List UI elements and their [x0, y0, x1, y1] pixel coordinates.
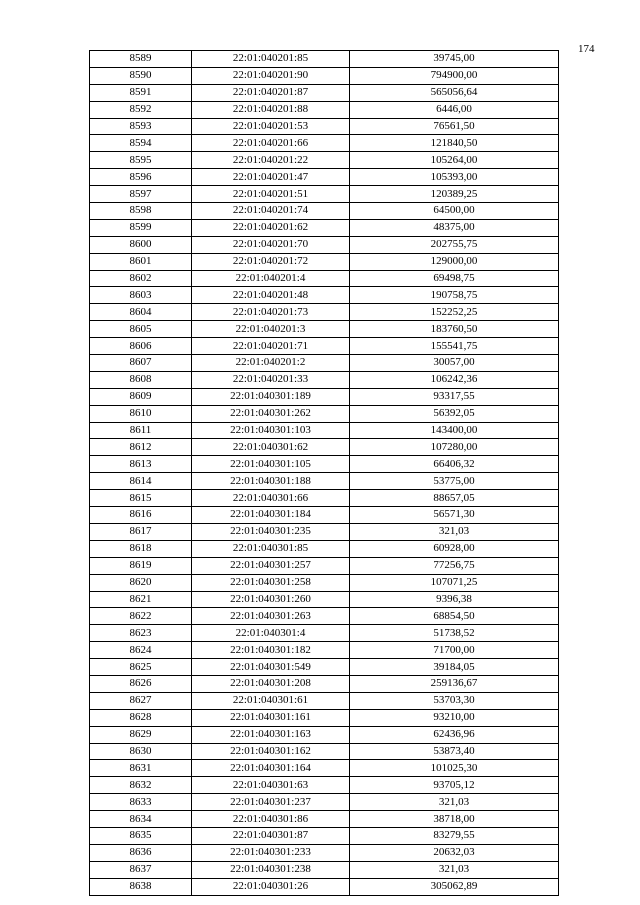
cadastral-number-cell: 22:01:040201:71 — [192, 338, 350, 355]
table-row — [90, 405, 559, 422]
table-row — [90, 101, 559, 118]
row-number-cell: 8634 — [90, 811, 192, 828]
row-number-cell: 8595 — [90, 152, 192, 169]
cadastral-number-cell: 22:01:040201:48 — [192, 287, 350, 304]
row-number-cell: 8596 — [90, 169, 192, 186]
cadastral-number-cell: 22:01:040201:2 — [192, 355, 350, 372]
value-cell: 56392,05 — [350, 405, 559, 422]
table-row — [90, 338, 559, 355]
table-row — [90, 135, 559, 152]
table-row — [90, 692, 559, 709]
cadastral-number-cell: 22:01:040201:87 — [192, 84, 350, 101]
cadastral-number-cell: 22:01:040301:86 — [192, 811, 350, 828]
cadastral-number-cell: 22:01:040301:87 — [192, 827, 350, 844]
row-number-cell: 8597 — [90, 186, 192, 203]
row-number-cell: 8605 — [90, 321, 192, 338]
cadastral-number-cell: 22:01:040301:263 — [192, 608, 350, 625]
row-number-cell: 8626 — [90, 675, 192, 692]
value-cell: 76561,50 — [350, 118, 559, 135]
row-number-cell: 8622 — [90, 608, 192, 625]
value-cell: 143400,00 — [350, 422, 559, 439]
table-row — [90, 253, 559, 270]
value-cell: 68854,50 — [350, 608, 559, 625]
value-cell: 39184,05 — [350, 659, 559, 676]
table-row — [90, 777, 559, 794]
cadastral-number-cell: 22:01:040301:233 — [192, 844, 350, 861]
table-row — [90, 203, 559, 220]
table-row — [90, 523, 559, 540]
cadastral-number-cell: 22:01:040201:70 — [192, 236, 350, 253]
row-number-cell: 8610 — [90, 405, 192, 422]
cadastral-number-cell: 22:01:040301:182 — [192, 642, 350, 659]
row-number-cell: 8621 — [90, 591, 192, 608]
value-cell: 9396,38 — [350, 591, 559, 608]
row-number-cell: 8594 — [90, 135, 192, 152]
row-number-cell: 8618 — [90, 540, 192, 557]
table-row — [90, 591, 559, 608]
value-cell: 53775,00 — [350, 473, 559, 490]
row-number-cell: 8612 — [90, 439, 192, 456]
value-cell: 183760,50 — [350, 321, 559, 338]
value-cell: 64500,00 — [350, 203, 559, 220]
cadastral-number-cell: 22:01:040201:85 — [192, 51, 350, 68]
row-number-cell: 8638 — [90, 878, 192, 895]
row-number-cell: 8617 — [90, 523, 192, 540]
row-number-cell: 8629 — [90, 726, 192, 743]
value-cell: 38718,00 — [350, 811, 559, 828]
value-cell: 51738,52 — [350, 625, 559, 642]
row-number-cell: 8607 — [90, 355, 192, 372]
cadastral-number-cell: 22:01:040201:4 — [192, 270, 350, 287]
value-cell: 71700,00 — [350, 642, 559, 659]
value-cell: 56571,30 — [350, 507, 559, 524]
row-number-cell: 8611 — [90, 422, 192, 439]
value-cell: 6446,00 — [350, 101, 559, 118]
table-row — [90, 743, 559, 760]
value-cell: 39745,00 — [350, 51, 559, 68]
value-cell: 155541,75 — [350, 338, 559, 355]
row-number-cell: 8614 — [90, 473, 192, 490]
value-cell: 202755,75 — [350, 236, 559, 253]
row-number-cell: 8637 — [90, 861, 192, 878]
cadastral-number-cell: 22:01:040301:85 — [192, 540, 350, 557]
table-row — [90, 371, 559, 388]
value-cell: 69498,75 — [350, 270, 559, 287]
row-number-cell: 8591 — [90, 84, 192, 101]
row-number-cell: 8613 — [90, 456, 192, 473]
table-row — [90, 659, 559, 676]
row-number-cell: 8631 — [90, 760, 192, 777]
cadastral-number-cell: 22:01:040201:90 — [192, 67, 350, 84]
table-row — [90, 794, 559, 811]
table-row — [90, 709, 559, 726]
table-row — [90, 67, 559, 84]
value-cell: 93317,55 — [350, 388, 559, 405]
table-row — [90, 861, 559, 878]
row-number-cell: 8616 — [90, 507, 192, 524]
row-number-cell: 8601 — [90, 253, 192, 270]
table-row — [90, 270, 559, 287]
cadastral-number-cell: 22:01:040301:4 — [192, 625, 350, 642]
cadastral-number-cell: 22:01:040301:26 — [192, 878, 350, 895]
value-cell: 565056,64 — [350, 84, 559, 101]
row-number-cell: 8633 — [90, 794, 192, 811]
cadastral-number-cell: 22:01:040201:47 — [192, 169, 350, 186]
table-row — [90, 236, 559, 253]
table-row — [90, 321, 559, 338]
value-cell: 321,03 — [350, 523, 559, 540]
table-row — [90, 625, 559, 642]
row-number-cell: 8636 — [90, 844, 192, 861]
table-row — [90, 574, 559, 591]
cadastral-number-cell: 22:01:040201:62 — [192, 219, 350, 236]
registry-table — [89, 50, 559, 896]
value-cell: 101025,30 — [350, 760, 559, 777]
cadastral-number-cell: 22:01:040301:262 — [192, 405, 350, 422]
table-row — [90, 675, 559, 692]
table-row — [90, 422, 559, 439]
page-number: 174 — [578, 43, 595, 55]
cadastral-number-cell: 22:01:040301:184 — [192, 507, 350, 524]
row-number-cell: 8598 — [90, 203, 192, 220]
row-number-cell: 8609 — [90, 388, 192, 405]
cadastral-number-cell: 22:01:040301:235 — [192, 523, 350, 540]
value-cell: 105393,00 — [350, 169, 559, 186]
table-row — [90, 186, 559, 203]
cadastral-number-cell: 22:01:040301:162 — [192, 743, 350, 760]
cadastral-number-cell: 22:01:040201:74 — [192, 203, 350, 220]
table-row — [90, 355, 559, 372]
value-cell: 121840,50 — [350, 135, 559, 152]
table-row — [90, 726, 559, 743]
row-number-cell: 8589 — [90, 51, 192, 68]
table-row — [90, 388, 559, 405]
table-row — [90, 844, 559, 861]
cadastral-number-cell: 22:01:040201:72 — [192, 253, 350, 270]
value-cell: 152252,25 — [350, 304, 559, 321]
cadastral-number-cell: 22:01:040301:257 — [192, 557, 350, 574]
row-number-cell: 8606 — [90, 338, 192, 355]
cadastral-number-cell: 22:01:040301:208 — [192, 675, 350, 692]
table-row — [90, 84, 559, 101]
value-cell: 105264,00 — [350, 152, 559, 169]
value-cell: 321,03 — [350, 861, 559, 878]
value-cell: 60928,00 — [350, 540, 559, 557]
cadastral-number-cell: 22:01:040301:237 — [192, 794, 350, 811]
row-number-cell: 8625 — [90, 659, 192, 676]
cadastral-number-cell: 22:01:040301:189 — [192, 388, 350, 405]
row-number-cell: 8619 — [90, 557, 192, 574]
value-cell: 62436,96 — [350, 726, 559, 743]
row-number-cell: 8600 — [90, 236, 192, 253]
row-number-cell: 8623 — [90, 625, 192, 642]
cadastral-number-cell: 22:01:040201:88 — [192, 101, 350, 118]
cadastral-number-cell: 22:01:040301:161 — [192, 709, 350, 726]
table-row — [90, 152, 559, 169]
cadastral-number-cell: 22:01:040301:188 — [192, 473, 350, 490]
cadastral-number-cell: 22:01:040201:66 — [192, 135, 350, 152]
row-number-cell: 8630 — [90, 743, 192, 760]
cadastral-number-cell: 22:01:040301:105 — [192, 456, 350, 473]
table-row — [90, 811, 559, 828]
cadastral-number-cell: 22:01:040201:33 — [192, 371, 350, 388]
table-row — [90, 642, 559, 659]
value-cell: 107071,25 — [350, 574, 559, 591]
value-cell: 129000,00 — [350, 253, 559, 270]
row-number-cell: 8602 — [90, 270, 192, 287]
row-number-cell: 8590 — [90, 67, 192, 84]
table-row — [90, 827, 559, 844]
row-number-cell: 8592 — [90, 101, 192, 118]
value-cell: 53873,40 — [350, 743, 559, 760]
table-row — [90, 51, 559, 68]
value-cell: 66406,32 — [350, 456, 559, 473]
value-cell: 20632,03 — [350, 844, 559, 861]
table-row — [90, 439, 559, 456]
row-number-cell: 8615 — [90, 490, 192, 507]
table-row — [90, 473, 559, 490]
cadastral-number-cell: 22:01:040301:62 — [192, 439, 350, 456]
cadastral-number-cell: 22:01:040301:103 — [192, 422, 350, 439]
row-number-cell: 8604 — [90, 304, 192, 321]
cadastral-number-cell: 22:01:040301:63 — [192, 777, 350, 794]
value-cell: 305062,89 — [350, 878, 559, 895]
table-row — [90, 304, 559, 321]
value-cell: 120389,25 — [350, 186, 559, 203]
value-cell: 106242,36 — [350, 371, 559, 388]
table-row — [90, 760, 559, 777]
value-cell: 30057,00 — [350, 355, 559, 372]
value-cell: 107280,00 — [350, 439, 559, 456]
cadastral-number-cell: 22:01:040201:53 — [192, 118, 350, 135]
row-number-cell: 8627 — [90, 692, 192, 709]
row-number-cell: 8624 — [90, 642, 192, 659]
row-number-cell: 8593 — [90, 118, 192, 135]
table-row — [90, 118, 559, 135]
cadastral-number-cell: 22:01:040301:238 — [192, 861, 350, 878]
cadastral-number-cell: 22:01:040301:549 — [192, 659, 350, 676]
cadastral-number-cell: 22:01:040301:258 — [192, 574, 350, 591]
value-cell: 53703,30 — [350, 692, 559, 709]
value-cell: 93705,12 — [350, 777, 559, 794]
table-body — [90, 51, 559, 896]
value-cell: 88657,05 — [350, 490, 559, 507]
cadastral-number-cell: 22:01:040201:51 — [192, 186, 350, 203]
table-row — [90, 540, 559, 557]
value-cell: 794900,00 — [350, 67, 559, 84]
value-cell: 48375,00 — [350, 219, 559, 236]
table-row — [90, 507, 559, 524]
value-cell: 83279,55 — [350, 827, 559, 844]
row-number-cell: 8628 — [90, 709, 192, 726]
cadastral-number-cell: 22:01:040301:163 — [192, 726, 350, 743]
value-cell: 321,03 — [350, 794, 559, 811]
table-row — [90, 169, 559, 186]
cadastral-number-cell: 22:01:040301:61 — [192, 692, 350, 709]
table-row — [90, 608, 559, 625]
cadastral-number-cell: 22:01:040301:66 — [192, 490, 350, 507]
value-cell: 93210,00 — [350, 709, 559, 726]
table-row — [90, 490, 559, 507]
table-row — [90, 557, 559, 574]
cadastral-number-cell: 22:01:040301:164 — [192, 760, 350, 777]
row-number-cell: 8603 — [90, 287, 192, 304]
table-row — [90, 287, 559, 304]
row-number-cell: 8599 — [90, 219, 192, 236]
row-number-cell: 8635 — [90, 827, 192, 844]
value-cell: 190758,75 — [350, 287, 559, 304]
table-row — [90, 456, 559, 473]
cadastral-number-cell: 22:01:040201:3 — [192, 321, 350, 338]
row-number-cell: 8620 — [90, 574, 192, 591]
value-cell: 77256,75 — [350, 557, 559, 574]
cadastral-number-cell: 22:01:040201:22 — [192, 152, 350, 169]
value-cell: 259136,67 — [350, 675, 559, 692]
cadastral-number-cell: 22:01:040201:73 — [192, 304, 350, 321]
cadastral-number-cell: 22:01:040301:260 — [192, 591, 350, 608]
table-row — [90, 878, 559, 895]
row-number-cell: 8608 — [90, 371, 192, 388]
table-row — [90, 219, 559, 236]
row-number-cell: 8632 — [90, 777, 192, 794]
